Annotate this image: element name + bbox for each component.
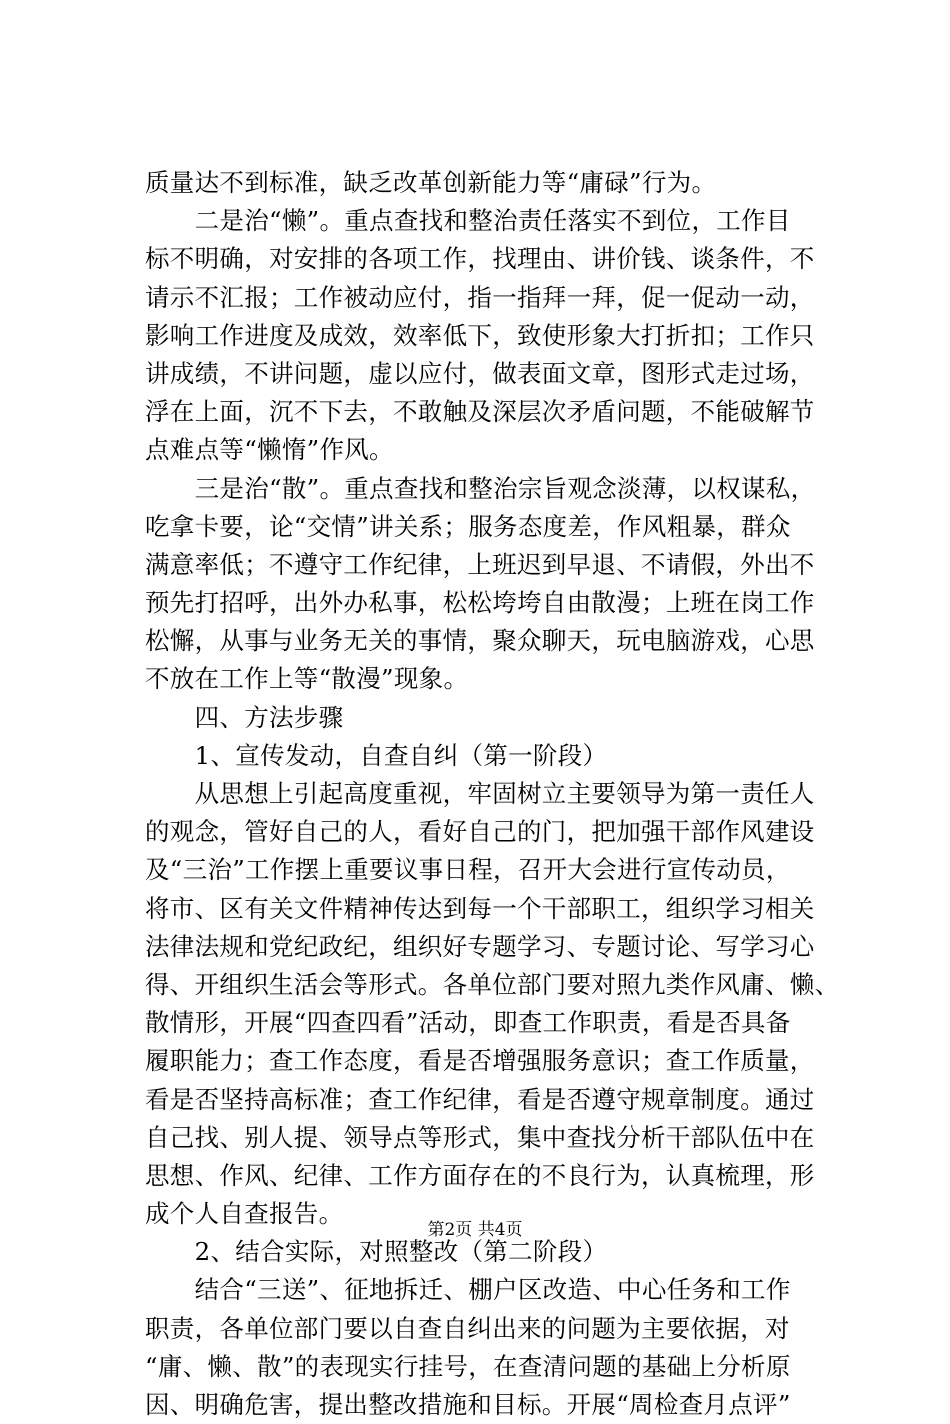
- text-line: 看是否坚持高标准；查工作纪律，看是否遵守规章制度。通过: [145, 1084, 815, 1114]
- text-line: 散情形，开展“四查四看”活动，即查工作职责，看是否具备: [145, 1008, 791, 1038]
- text-line: 成个人自查报告。: [145, 1199, 344, 1229]
- text-line: 浮在上面，沉不下去，不敢触及深层次矛盾问题，不能破解节: [145, 397, 815, 427]
- text-line: 不放在工作上等“散漫”现象。: [145, 664, 469, 694]
- text-line: 质量达不到标准，缺乏改革创新能力等“庸碌”行为。: [145, 168, 717, 197]
- text-line: 从思想上引起高度重视，牢固树立主要领导为第一责任人: [145, 779, 815, 808]
- text-line: 的观念，管好自己的人，看好自己的门，把加强干部作风建设: [145, 817, 815, 847]
- text-line: 吃拿卡要，论“交情”讲关系；服务态度差，作风粗暴，群众: [145, 511, 791, 541]
- text-line: 因、明确危害，提出整改措施和目标。开展“周检查月点评”: [145, 1390, 791, 1419]
- text-line: 将市、区有关文件精神传达到每一个干部职工，组织学习相关: [145, 893, 815, 923]
- page-footer: 第2页 共4页: [427, 1220, 523, 1240]
- text-line: 标不明确，对安排的各项工作，找理由、讲价钱、谈条件，不: [145, 244, 815, 274]
- text-line: 讲成绩，不讲问题，虚以应付，做表面文章，图形式走过场，: [145, 358, 815, 388]
- text-line: 法律法规和党纪政纪，组织好专题学习、专题讨论、写学习心: [145, 931, 815, 961]
- text-line: 二是治“懒”。重点查找和整治责任落实不到位，工作目: [145, 206, 791, 236]
- text-line: 得、开组织生活会等形式。各单位部门要对照九类作风庸、懒、: [145, 969, 840, 999]
- text-line: 影响工作进度及成效，效率低下，致使形象大打折扣；工作只: [145, 320, 815, 350]
- text-line: 满意率低；不遵守工作纪律，上班迟到早退、不请假，外出不: [145, 549, 815, 579]
- text-line: 点难点等“懒惰”作风。: [145, 435, 394, 465]
- text-line: 三是治“散”。重点查找和整治宗旨观念淡薄，以权谋私，: [145, 473, 816, 503]
- text-line: 职责，各单位部门要以自查自纠出来的问题为主要依据，对: [145, 1313, 790, 1343]
- text-line: 履职能力；查工作态度，看是否增强服务意识；查工作质量，: [145, 1046, 815, 1076]
- text-line: 结合“三送”、征地拆迁、棚户区改造、中心任务和工作: [145, 1275, 791, 1305]
- text-line: 及“三治”工作摆上重要议事日程，召开大会进行宣传动员，: [145, 855, 791, 885]
- text-line: 1、宣传发动，自查自纠（第一阶段）: [145, 740, 608, 770]
- text-line: “庸、懒、散”的表现实行挂号，在查清问题的基础上分析原: [145, 1351, 791, 1381]
- text-line: 自己找、别人提、领导点等形式，集中查找分析干部队伍中在: [145, 1122, 815, 1152]
- text-line: 松懈，从事与业务无关的事情，聚众聊天，玩电脑游戏，心思: [145, 626, 815, 656]
- text-line: 请示不汇报；工作被动应付，指一指拜一拜，促一促动一动，: [145, 282, 815, 312]
- text-line: 四、方法步骤: [145, 702, 344, 732]
- text-line: 预先打招呼，出外办私事，松松垮垮自由散漫；上班在岗工作: [145, 588, 815, 618]
- text-line: 2、结合实际，对照整改（第二阶段）: [145, 1237, 608, 1267]
- text-line: 思想、作风、纪律、工作方面存在的不良行为，认真梳理，形: [145, 1160, 815, 1190]
